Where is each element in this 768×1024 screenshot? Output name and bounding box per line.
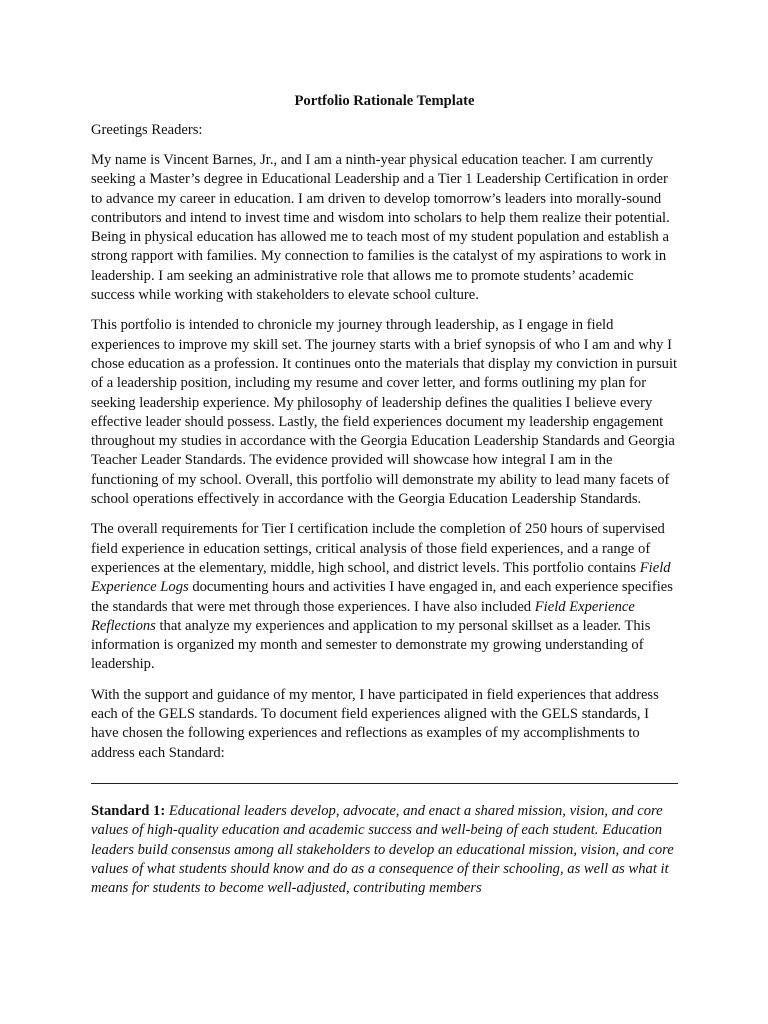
requirements-text-1: The overall requirements for Tier I certification include the completion of 250 hours of supervised field experience in education settings, critical analysis of those field experiences, and a range of experiences at the elementary, middle, high school, and district levels. This portfolio contains [91, 521, 665, 576]
field-experience-logs-term: Field Experience Logs [91, 559, 671, 596]
section-divider [91, 783, 678, 784]
paragraph-portfolio-purpose: This portfolio is intended to chronicle my journey through leadership, as I engage in field experiences to improve my skill set. The journey starts with a brief synopsis of who I am and why I chose education as a profession. It continues onto the materials that display my conviction in pursuit of a leadership position, including my resume and cover letter, and forms outlining my plan for seeking leadership experience. My philosophy of leadership defines the qualities I believe every effective leader should possess. Lastly, the field experiences document my leadership engagement throughout my studies in accordance with the Georgia Education Leadership Standards and Georgia Teacher Leader Standards. The evidence provided will showcase how integral I am in the functioning of my school. Overall, this portfolio will demonstrate my ability to lead many facets of school operations effectively in accordance with the Georgia Education Leadership Standards. [91, 317, 678, 508]
document-title: Portfolio Rationale Template [294, 93, 475, 109]
requirements-text-2: documenting hours and activities I have engaged in, and each experience specifies the standards that were met through those experiences. I have also included [91, 579, 673, 615]
requirements-text-3: that analyze my experiences and application to my personal skillset as a leader. This information is organized my month and semester to demonstrate my growing understanding of leadership. [91, 617, 651, 673]
paragraph-mentor: With the support and guidance of my mentor, I have participated in field experiences that address each of the GELS standards. To document field experiences aligned with the GELS standards, I have chosen the following experiences and reflections as examples of my accomplishments to address each Standard: [91, 686, 659, 761]
standard-1-label: Standard 1: [91, 802, 166, 819]
paragraph-requirements [91, 520, 678, 674]
standard-1-text: Educational leaders develop, advocate, and enact a shared mission, vision, and core values of high-quality education and academic success and well-being of each student. Education leaders build consensus among all stakeholders to develop an educational mission, vision, and core values of what students should know and do as a consequence of their schooling, as well as what it means for students to become well-adjusted, contributing members [91, 802, 674, 897]
standard-1 [91, 802, 678, 898]
paragraph-intro: My name is Vincent Barnes, Jr., and I am a ninth-year physical education teacher. I am currently seeking a Master’s degree in Educational Leadership and a Tier 1 Leadership Certification in order to advance my career in education. I am driven to develop tomorrow’s leaders into morally-sound contributors and intend to invest time and wisdom into scholars to help them realize their potential. Being in physical education has allowed me to teach most of my student population and establish a strong rapport with families. My connection to families is the catalyst of my aspirations to work in leadership. I am seeking an administrative role that allows me to promote students’ academic success while working with stakeholders to elevate school culture. [91, 152, 670, 304]
greeting: Greetings Readers: [91, 121, 203, 138]
field-experience-reflections-term: Field Experience Reflections [91, 598, 635, 634]
